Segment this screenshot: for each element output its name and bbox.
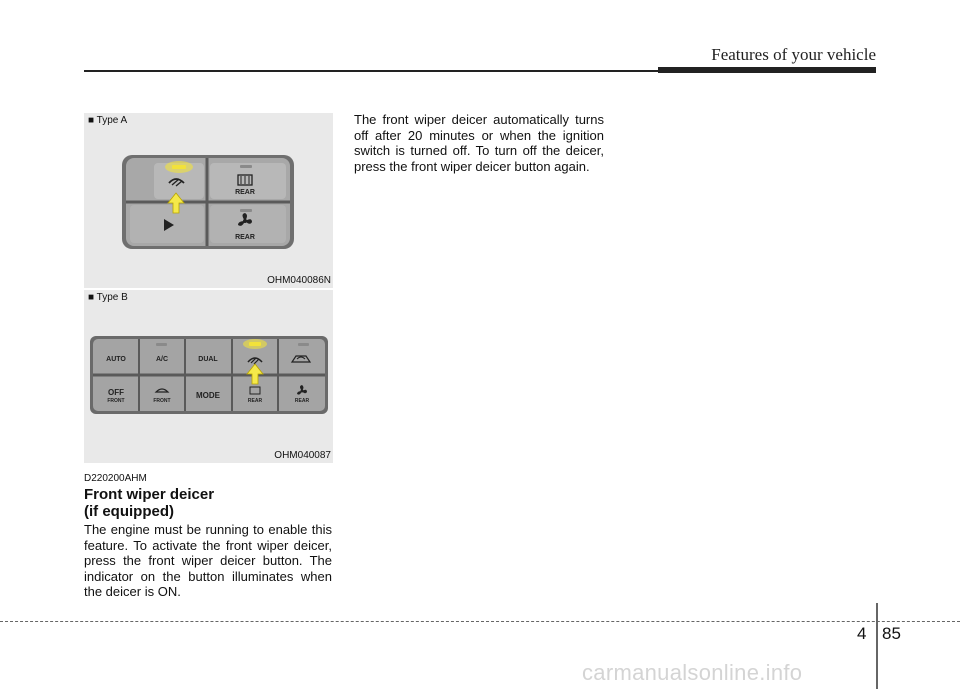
- watermark: carmanualsonline.info: [582, 660, 803, 685]
- body-paragraph-left: The engine must be running to enable this feature. To activate the front wiper deicer, press the front wiper deicer button. The indicator on the button illuminates when the deicer is ON.: [84, 522, 332, 600]
- off-label: OFF: [108, 388, 124, 397]
- rear-label-bottom: REAR: [235, 234, 255, 241]
- figure-type-a: [84, 113, 333, 288]
- figure-code-b: OHM040087: [274, 450, 331, 461]
- figure-type-b: [84, 290, 333, 463]
- header-rule-accent: [658, 67, 876, 73]
- section-title-line2: (if equipped): [84, 503, 174, 520]
- type-a-illustration: [84, 113, 333, 288]
- section-code: D220200AHM: [84, 473, 147, 484]
- dual-label: DUAL: [198, 356, 218, 363]
- footer-rule: [0, 621, 960, 622]
- auto-label: AUTO: [106, 356, 126, 363]
- indicator-light-on: [172, 165, 186, 169]
- section-title: [84, 486, 334, 520]
- ac-label: A/C: [155, 356, 169, 363]
- mode-label: MODE: [196, 391, 220, 400]
- page-number: 85: [882, 624, 901, 643]
- front-off-label: FRONT: [107, 398, 125, 404]
- header-title: Features of your vehicle: [711, 45, 876, 64]
- front-label: FRONT: [153, 398, 171, 404]
- body-paragraph-right: The front wiper deicer automatically turns off after 20 minutes or when the ignition switch is turned off. To turn off the deicer, press the front wiper deicer button again.: [354, 112, 604, 174]
- rear-label-2: REAR: [294, 398, 310, 404]
- rear-label-top: REAR: [235, 189, 255, 196]
- footer-divider: [876, 603, 878, 689]
- figure-code-a: OHM040086N: [267, 275, 331, 286]
- type-b-illustration: [84, 290, 333, 463]
- rear-label-1: REAR: [247, 398, 263, 404]
- chapter-number: 4: [857, 624, 867, 643]
- indicator-light-off: [240, 165, 252, 168]
- section-title-line1: Front wiper deicer: [84, 486, 215, 503]
- type-b-label: ■ Type B: [88, 292, 128, 303]
- type-a-label: ■ Type A: [88, 115, 128, 126]
- indicator-light-on-b: [249, 342, 261, 346]
